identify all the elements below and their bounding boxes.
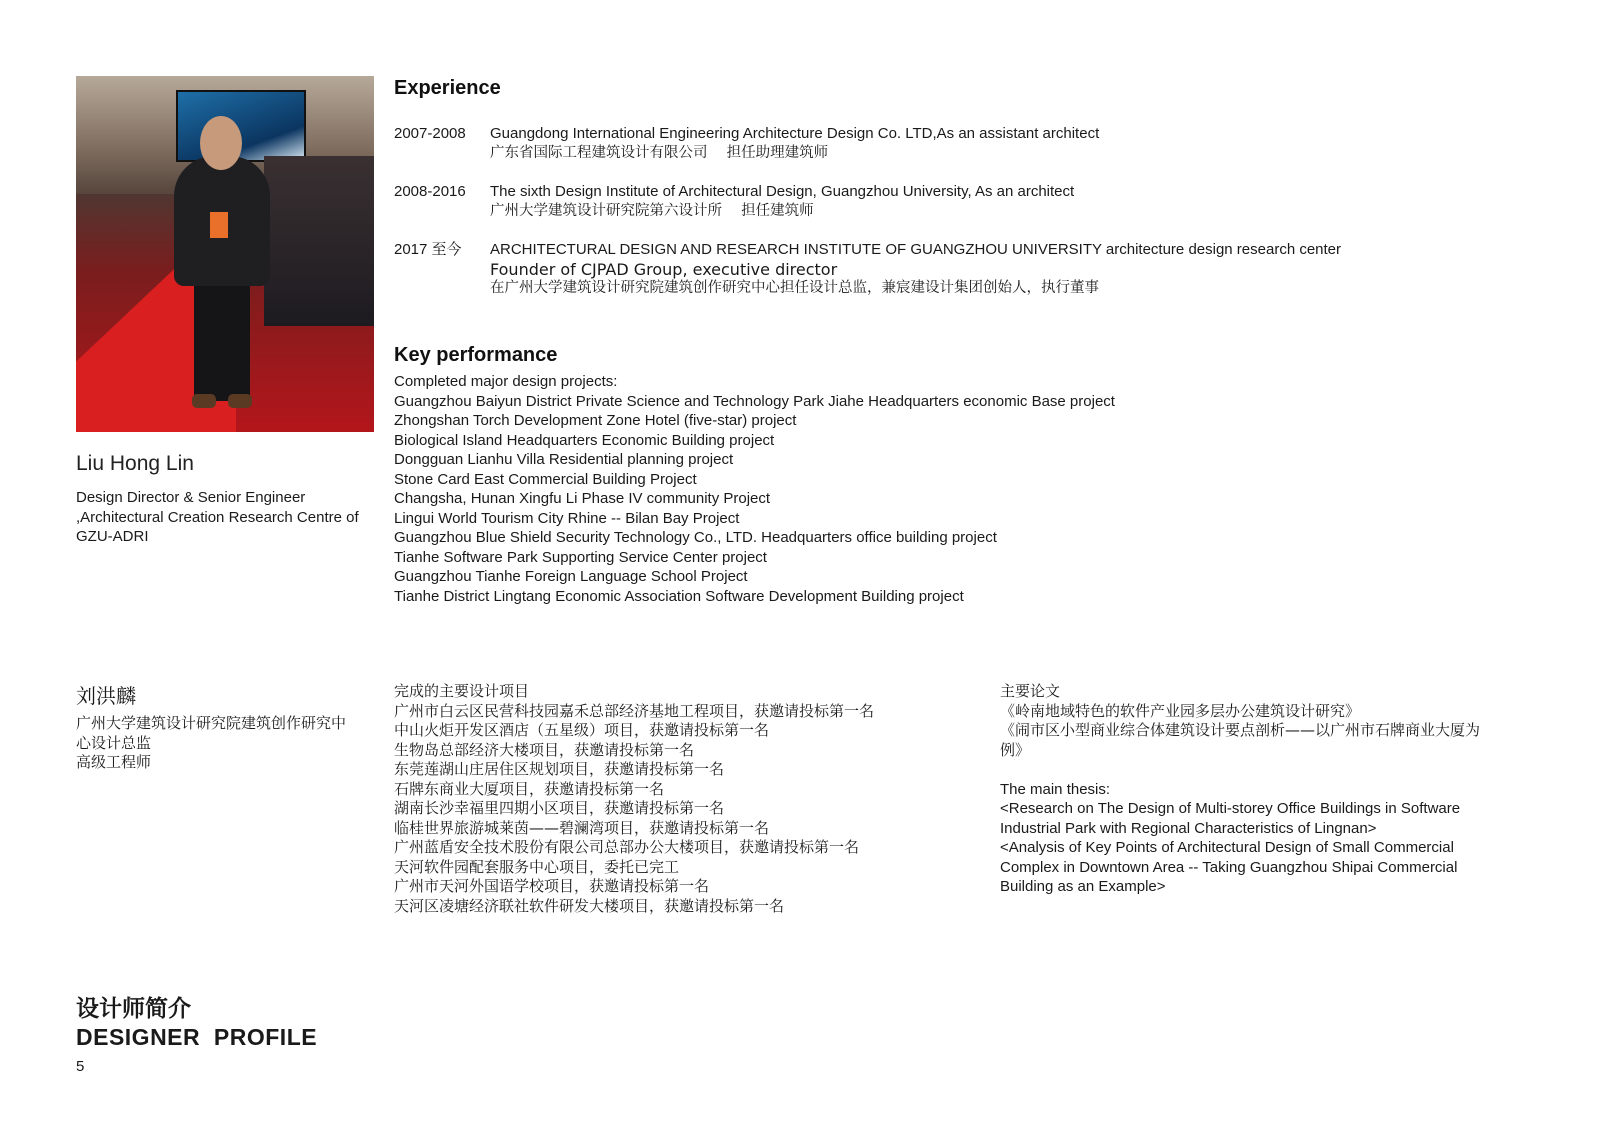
experience-text-cn: 广东省国际工程建筑设计有限公司 担任助理建筑师	[490, 144, 829, 161]
thesis-line-en: The main thesis:	[1000, 780, 1111, 798]
experience-subtext: Founder of CJPAD Group, executive director	[490, 259, 838, 279]
thesis-line-en: Industrial Park with Regional Characteristics of Lingnan>	[1000, 819, 1377, 837]
section-title-cn: 设计师简介	[76, 996, 191, 1022]
designer-name-cn: 刘洪麟	[76, 684, 136, 708]
list-item: Guangzhou Baiyun District Private Science and Technology Park Jiahe Headquarters economic Base project	[394, 392, 1115, 410]
list-item: 广州市天河外国语学校项目，获邀请投标第一名	[394, 877, 710, 895]
designer-photo	[76, 76, 374, 432]
list-item: 天河区凌塘经济联社软件研发大楼项目，获邀请投标第一名	[394, 896, 785, 915]
experience-years: 2007-2008	[394, 125, 466, 142]
page-number: 5	[76, 1058, 85, 1075]
list-item: Zhongshan Torch Development Zone Hotel (five-star) project	[394, 412, 797, 429]
thesis-block	[1000, 682, 1540, 897]
list-item: Changsha, Hunan Xingfu Li Phase IV community Project	[394, 490, 771, 507]
experience-item	[394, 124, 1099, 163]
designer-title-en: Design Director & Senior Engineer ,Architectural Creation Research Centre of GZU-ADRI	[76, 489, 359, 545]
title-cn-line: 广州大学建筑设计研究院建筑创作研究中	[76, 714, 347, 732]
title-cn-line: 高级工程师	[76, 753, 152, 771]
list-item: 东莞莲湖山庄居住区规划项目，获邀请投标第一名	[394, 760, 725, 778]
experience-text: The sixth Design Institute of Architectural Design, Guangzhou University, As an architect	[490, 183, 1075, 200]
experience-item	[394, 182, 1074, 221]
experience-years: 2017 至今	[394, 241, 462, 258]
performance-list	[394, 372, 1294, 606]
experience-text-cn: 在广州大学建筑设计研究院建筑创作研究中心担任设计总监，兼宸建设计集团创始人，执行董事	[490, 280, 1099, 296]
list-item: Completed major design projects:	[394, 373, 618, 390]
list-item: 临桂世界旅游城莱茵——碧澜湾项目，获邀请投标第一名	[394, 818, 770, 837]
thesis-line-cn: 主要论文	[1000, 682, 1061, 700]
designer-title-cn	[76, 714, 376, 773]
list-item: 完成的主要设计项目	[394, 682, 530, 700]
list-item: Lingui World Tourism City Rhine -- Bilan Bay Project	[394, 509, 740, 527]
experience-text: ARCHITECTURAL DESIGN AND RESEARCH INSTITUTE OF GUANGZHOU UNIVERSITY architecture design research center	[490, 241, 1342, 258]
list-item: 中山火炬开发区酒店（五星级）项目，获邀请投标第一名	[394, 721, 770, 739]
title-cn-line: 心设计总监	[76, 733, 152, 752]
list-item: 湖南长沙幸福里四期小区项目，获邀请投标第一名	[394, 799, 725, 817]
thesis-line-cn: 例》	[1000, 740, 1031, 759]
thesis-line-cn: 《闹市区小型商业综合体建筑设计要点剖析——以广州市石牌商业大厦为	[1000, 721, 1481, 739]
list-item: Guangzhou Tianhe Foreign Language School Project	[394, 568, 748, 585]
list-item: Dongguan Lianhu Villa Residential planning project	[394, 451, 734, 468]
experience-text-cn: 广州大学建筑设计研究院第六设计所 担任建筑师	[490, 202, 814, 219]
list-item: Biological Island Headquarters Economic Building project	[394, 431, 775, 449]
list-item: 广州市白云区民营科技园嘉禾总部经济基地工程项目，获邀请投标第一名	[394, 701, 875, 720]
list-item: 石牌东商业大厦项目，获邀请投标第一名	[394, 779, 665, 798]
experience-item	[394, 240, 1341, 299]
thesis-line-en: Building as an Example>	[1000, 878, 1166, 895]
list-item: Tianhe District Lingtang Economic Association Software Development Building project	[394, 587, 964, 605]
section-title-en: DESIGNER PROFILE	[76, 1024, 318, 1050]
list-item: 广州蓝盾安全技术股份有限公司总部办公大楼项目，获邀请投标第一名	[394, 838, 860, 856]
performance-heading: Key performance	[394, 344, 558, 366]
list-item: 生物岛总部经济大楼项目，获邀请投标第一名	[394, 740, 695, 759]
list-item: Stone Card East Commercial Building Project	[394, 470, 697, 488]
list-item: 天河软件园配套服务中心项目，委托已完工	[394, 857, 680, 876]
thesis-line-en: <Research on The Design of Multi-storey Office Buildings in Software	[1000, 800, 1461, 817]
list-item: Guangzhou Blue Shield Security Technology Co., LTD. Headquarters office building project	[394, 529, 997, 546]
thesis-line-en: <Analysis of Key Points of Architectural Design of Small Commercial	[1000, 839, 1454, 856]
designer-name-en: Liu Hong Lin	[76, 452, 194, 475]
experience-years: 2008-2016	[394, 183, 466, 200]
experience-text: Guangdong International Engineering Architecture Design Co. LTD,As an assistant architect	[490, 125, 1100, 142]
thesis-line-en: Complex in Downtown Area -- Taking Guangzhou Shipai Commercial	[1000, 858, 1458, 876]
projects-cn-list	[394, 682, 954, 916]
thesis-line-cn: 《岭南地域特色的软件产业园多层办公建筑设计研究》	[1000, 701, 1361, 720]
experience-heading: Experience	[394, 77, 501, 99]
list-item: Tianhe Software Park Supporting Service Center project	[394, 548, 767, 566]
